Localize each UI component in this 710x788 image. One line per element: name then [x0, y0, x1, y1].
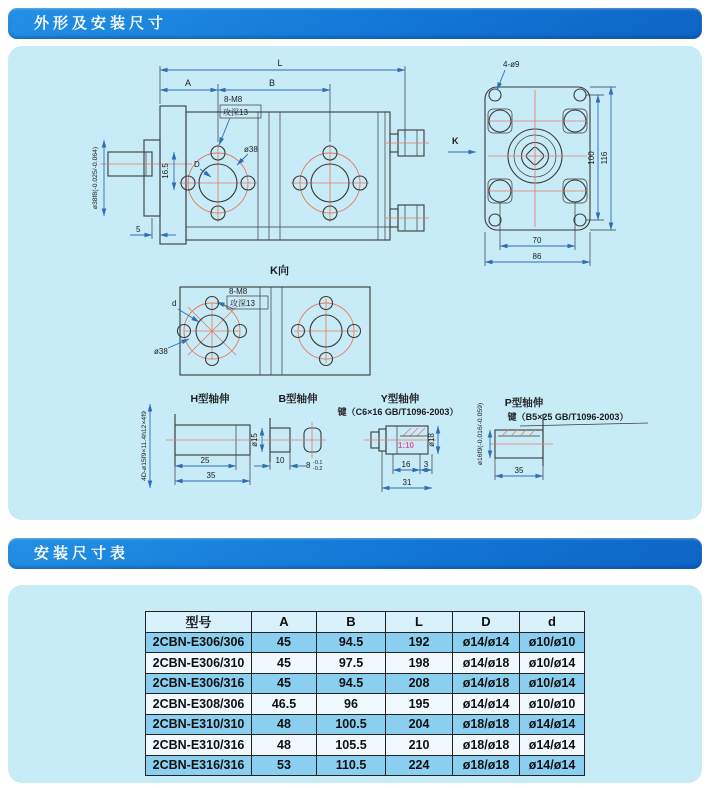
value-cell: 94.5 [317, 673, 386, 694]
value-cell: ø18/ø18 [453, 735, 520, 756]
table-row [146, 673, 585, 694]
installation-dimension-table [145, 611, 585, 776]
thread-label: 8-M8 [224, 95, 243, 104]
shaft-b-dim-10: 10 [275, 456, 285, 465]
value-cell: ø14/ø14 [520, 714, 585, 735]
value-cell: 46.5 [252, 694, 317, 715]
k-view [154, 263, 370, 375]
k-bolt-circle-label: ø38 [154, 347, 168, 356]
section-title-table-text: 安装尺寸表 [34, 545, 130, 562]
table-header-row [146, 612, 585, 633]
mount-port-left [179, 144, 257, 222]
value-cell: ø14/ø14 [520, 735, 585, 756]
k-arrow-label: K [452, 136, 459, 146]
side-view [92, 58, 429, 244]
table-row [146, 694, 585, 715]
model-cell: 2CBN-E306/310 [146, 653, 252, 674]
shaft-y [338, 392, 459, 492]
dim-116: 116 [600, 151, 609, 165]
dim-16-5: 16.5 [161, 163, 170, 179]
shaft-y-title: Y型轴伸 [380, 393, 420, 405]
value-cell: 105.5 [317, 735, 386, 756]
value-cell: ø18/ø18 [453, 714, 520, 735]
outline-drawing-panel [8, 46, 702, 520]
value-cell: 224 [386, 755, 453, 776]
outline-drawing [8, 46, 702, 520]
shaft-p-dia-label: ø16f9(-0.016/-0.059) [477, 402, 484, 466]
dimension-table-panel [8, 585, 702, 783]
k-view-title: K向 [270, 265, 289, 277]
shaft-b [250, 392, 326, 472]
column-header: L [386, 612, 453, 633]
dim-B: B [268, 78, 276, 88]
value-cell: 48 [252, 735, 317, 756]
shaft-dia-label: ø38f8(-0.025/-0.064) [92, 146, 99, 210]
dim-A: A [184, 78, 192, 88]
shaft-h-dim-35: 35 [206, 471, 216, 480]
section-title-table [8, 538, 702, 569]
shaft-h-spline-label: 4D-ø15f9×11.4h12×4f9 [141, 411, 148, 481]
k-thread-label: 8-M8 [229, 287, 248, 296]
shaft-h-title: H型轴伸 [190, 393, 230, 405]
value-cell: 94.5 [317, 632, 386, 653]
column-header: B [317, 612, 386, 633]
value-cell: ø14/ø14 [453, 694, 520, 715]
value-cell: ø10/ø10 [520, 694, 585, 715]
k-view-port-right [292, 297, 361, 366]
shaft-y-dia-label: ø18 [427, 433, 436, 447]
table-row [146, 735, 585, 756]
value-cell: ø14/ø14 [453, 632, 520, 653]
value-cell: 208 [386, 673, 453, 694]
shaft-y-taper: 1:10 [397, 441, 415, 450]
shaft-b-dia-label: ø15 [250, 433, 259, 447]
model-cell: 2CBN-E310/316 [146, 735, 252, 756]
value-cell: 192 [386, 632, 453, 653]
table-row [146, 653, 585, 674]
column-header: A [252, 612, 317, 633]
column-header: d [520, 612, 585, 633]
shaft-p-key-label: 键（B5×25 GB/T1096-2003） [507, 412, 629, 422]
shaft-b-tol-upper: -0.1 [313, 460, 323, 466]
flange-view [448, 60, 616, 266]
flange-holes-label: 4-ø9 [503, 60, 520, 69]
value-cell: 195 [386, 694, 453, 715]
value-cell: 45 [252, 673, 317, 694]
value-cell: 96 [317, 694, 386, 715]
value-cell: 210 [386, 735, 453, 756]
model-cell: 2CBN-E316/316 [146, 755, 252, 776]
value-cell: 48 [252, 714, 317, 735]
table-row [146, 632, 585, 653]
table-row [146, 755, 585, 776]
column-header: D [453, 612, 520, 633]
dim-100: 100 [587, 151, 596, 165]
model-cell: 2CBN-E308/306 [146, 694, 252, 715]
column-header: 型号 [146, 612, 252, 633]
model-cell: 2CBN-E306/316 [146, 673, 252, 694]
dim-86: 86 [532, 252, 542, 261]
model-cell: 2CBN-E310/310 [146, 714, 252, 735]
shaft-p [477, 396, 648, 480]
value-cell: ø14/ø18 [453, 673, 520, 694]
dim-5: 5 [136, 225, 141, 234]
shaft-h-dim-25: 25 [200, 456, 210, 465]
port-fitting-bottom [386, 205, 429, 231]
section-title-outline [8, 8, 702, 39]
value-cell: 45 [252, 632, 317, 653]
port-fitting-top [386, 130, 429, 156]
port-d-label: D [194, 160, 200, 169]
value-cell: ø10/ø14 [520, 673, 585, 694]
value-cell: ø10/ø10 [520, 632, 585, 653]
shaft-b-tol-lower: -0.2 [313, 466, 323, 472]
k-shaft-label: d [172, 299, 177, 308]
value-cell: 45 [252, 653, 317, 674]
value-cell: ø10/ø14 [520, 653, 585, 674]
value-cell: 53 [252, 755, 317, 776]
value-cell: 97.5 [317, 653, 386, 674]
bolt-circle-label: ø38 [244, 145, 258, 154]
section-title-outline-text: 外形及安装尺寸 [34, 15, 168, 32]
k-depth-label: 攻深13 [230, 299, 255, 308]
value-cell: ø14/ø14 [520, 755, 585, 776]
shaft-p-dim-35: 35 [514, 466, 524, 475]
table-head [146, 612, 585, 633]
shaft-y-key-label: 键（C6×16 GB/T1096-2003） [337, 407, 459, 417]
shaft-y-dim-16: 16 [401, 460, 411, 469]
shaft-b-title: B型轴伸 [278, 393, 318, 405]
value-cell: ø18/ø18 [453, 755, 520, 776]
shaft-y-dim-3: 3 [423, 460, 429, 469]
shaft-b-key-width: 8 [306, 461, 311, 470]
mount-port-right [291, 144, 369, 222]
value-cell: 198 [386, 653, 453, 674]
dim-L: L [277, 58, 283, 68]
value-cell: ø14/ø18 [453, 653, 520, 674]
dim-70: 70 [532, 236, 542, 245]
value-cell: 204 [386, 714, 453, 735]
table-row [146, 714, 585, 735]
value-cell: 100.5 [317, 714, 386, 735]
table-body [146, 632, 585, 776]
value-cell: 110.5 [317, 755, 386, 776]
depth-label: 攻深13 [223, 108, 248, 117]
shaft-y-dim-31: 31 [402, 478, 412, 487]
shaft-h [141, 392, 260, 488]
model-cell: 2CBN-E306/306 [146, 632, 252, 653]
shaft-p-title: P型轴伸 [504, 397, 544, 409]
